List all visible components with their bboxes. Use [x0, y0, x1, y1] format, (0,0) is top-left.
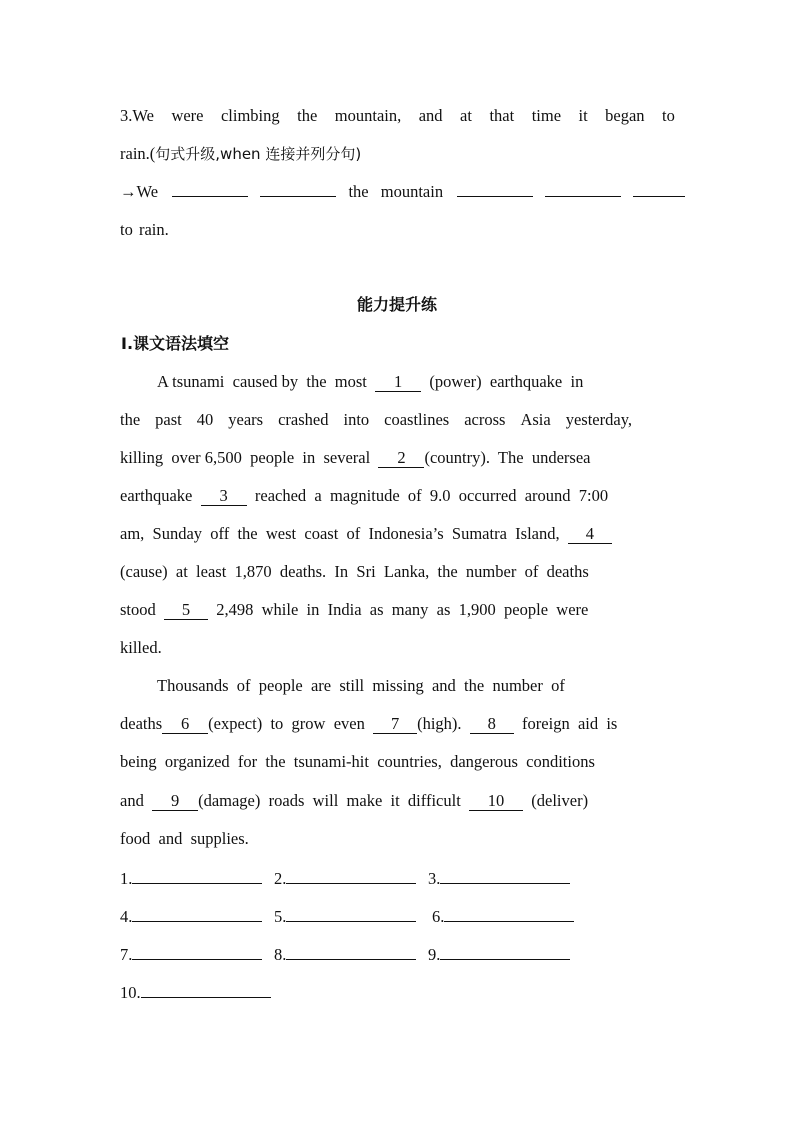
answer-label: 1. [120, 869, 133, 888]
blank-9[interactable]: 9 [152, 792, 198, 811]
word: Asia [520, 410, 551, 429]
answer-label: 2. [274, 869, 287, 888]
passage-line-11: being organized for the tsunami-hit countries, dangerous conditions [120, 752, 595, 771]
q3-blank-4[interactable] [545, 196, 621, 197]
passage-line-3 [120, 447, 590, 469]
answer-label: 7. [120, 945, 133, 964]
word: and [418, 106, 443, 125]
q3-blank-5[interactable] [633, 196, 685, 197]
q3-instruction: 句式升级,when 连接并列分句) [155, 145, 362, 163]
q3-blank-3[interactable] [457, 196, 533, 197]
passage-text: 2,498 while in India as many as 1,900 people were [216, 600, 589, 619]
blank-2[interactable]: 2 [378, 449, 424, 468]
passage-line-8: killed. [120, 638, 162, 657]
word: past [155, 410, 182, 429]
word: the [297, 106, 318, 125]
answer-line[interactable] [141, 981, 271, 998]
answer-8[interactable] [274, 943, 416, 966]
passage-text: foreign aid is [522, 714, 618, 733]
passage-text: killing over 6,500 people in several [120, 448, 371, 467]
answer-7[interactable] [120, 943, 262, 966]
answer-4[interactable] [120, 905, 262, 928]
q3-blank-2[interactable] [260, 196, 336, 197]
word: into [343, 410, 370, 429]
answer-9[interactable] [428, 943, 570, 966]
passage-line-13: food and supplies. [120, 829, 249, 848]
word: it [578, 106, 588, 125]
answer-line[interactable] [440, 867, 570, 884]
section-title: Ⅰ.课文语法填空 [121, 334, 230, 353]
word: years [228, 410, 264, 429]
answer-line[interactable] [286, 867, 416, 884]
arrow-we-text: →We [120, 182, 159, 201]
passage-text: earthquake [120, 486, 193, 505]
word: across [464, 410, 506, 429]
q3-blank-1[interactable] [172, 196, 248, 197]
passage-line-1 [157, 371, 583, 393]
passage-text: (power) earthquake in [429, 372, 584, 391]
passage-text: reached a magnitude of 9.0 occurred around 7:00 [254, 486, 609, 505]
passage-line-5 [120, 523, 612, 545]
word: climbing [220, 106, 280, 125]
word: mountain [380, 182, 444, 201]
passage-line-12 [120, 790, 588, 812]
word: at [460, 106, 472, 125]
passage-text: A tsunami caused by the most [157, 372, 367, 391]
answer-3[interactable] [428, 867, 570, 890]
answer-1[interactable] [120, 867, 262, 890]
passage-text: am, Sunday off the west coast of Indonesia’s Sumatra Island, [120, 524, 560, 543]
passage-text: (damage) roads will make it difficult [198, 791, 461, 810]
blank-10[interactable]: 10 [469, 792, 523, 811]
answer-2[interactable] [274, 867, 416, 890]
passage-line-9: Thousands of people are still missing and the number of [157, 676, 565, 695]
answer-label: 9. [428, 945, 441, 964]
passage-text: (high). [417, 714, 462, 733]
blank-3[interactable]: 3 [201, 487, 247, 506]
word: the [348, 182, 369, 201]
word: time [531, 106, 562, 125]
passage-text: stood [120, 600, 156, 619]
answer-label: 4. [120, 907, 133, 926]
answer-line[interactable] [132, 867, 262, 884]
passage-text: deaths [120, 714, 163, 733]
word: the [120, 410, 141, 429]
blank-8[interactable]: 8 [470, 715, 514, 734]
answer-label: 3. [428, 869, 441, 888]
passage-line-6: (cause) at least 1,870 deaths. In Sri Lanka, the number of deaths [120, 562, 589, 581]
blank-1[interactable]: 1 [375, 373, 421, 392]
passage-text: (deliver) [531, 791, 589, 810]
blank-7[interactable]: 7 [373, 715, 417, 734]
blank-4[interactable]: 4 [568, 525, 612, 544]
passage-line-2 [120, 409, 632, 431]
word: mountain, [334, 106, 402, 125]
passage-line-7 [120, 599, 588, 621]
answer-line[interactable] [286, 943, 416, 960]
answer-line[interactable] [444, 905, 574, 922]
answer-line[interactable] [132, 943, 262, 960]
q3-line-3 [120, 181, 685, 203]
answer-label: 8. [274, 945, 287, 964]
word: 3.We [120, 106, 154, 125]
word: began [605, 106, 645, 125]
section-heading: 能力提升练 [356, 295, 437, 314]
word: that [489, 106, 515, 125]
answer-line[interactable] [286, 905, 416, 922]
answer-10[interactable] [120, 981, 271, 1004]
word: yesterday, [565, 410, 632, 429]
word: were [171, 106, 204, 125]
answer-line[interactable] [440, 943, 570, 960]
answer-label: 10. [120, 983, 141, 1002]
answer-line[interactable] [132, 905, 262, 922]
passage-line-4 [120, 485, 608, 507]
blank-6[interactable]: 6 [162, 715, 208, 734]
word: 40 [196, 410, 214, 429]
passage-text: and [120, 791, 144, 810]
passage-text: (expect) to grow even [208, 714, 365, 733]
word: crashed [278, 410, 329, 429]
answer-6[interactable] [432, 905, 574, 928]
q3-line-4: to rain. [120, 220, 169, 239]
q3-line-2 [120, 143, 361, 165]
passage-text: (country). The undersea [424, 448, 591, 467]
q3-rain-text: rain.( [120, 144, 156, 163]
word: to [662, 106, 675, 125]
passage-line-10 [120, 713, 617, 735]
answer-label: 5. [274, 907, 287, 926]
answer-label: 6. [432, 907, 445, 926]
q3-line-1 [120, 105, 675, 127]
word: coastlines [384, 410, 450, 429]
answer-5[interactable] [274, 905, 416, 928]
blank-5[interactable]: 5 [164, 601, 208, 620]
